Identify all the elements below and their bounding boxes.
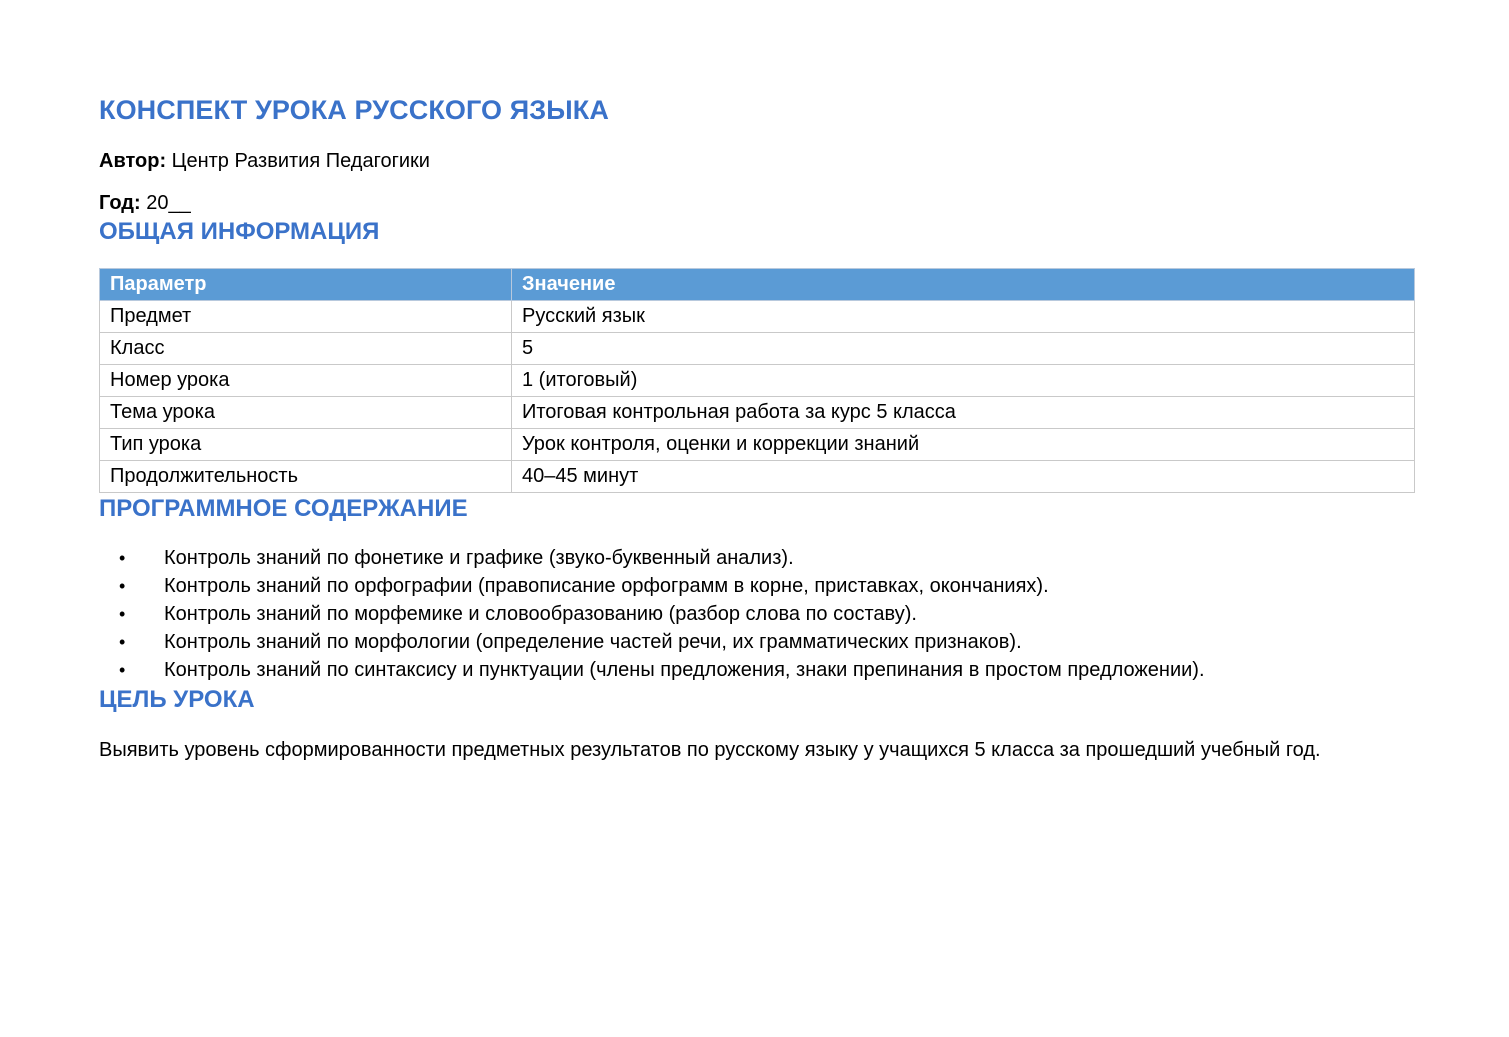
- table-cell-parameter: Предмет: [100, 301, 512, 333]
- year-line: [99, 190, 1415, 216]
- table-row: [100, 365, 1415, 397]
- general-info-table: [99, 268, 1415, 493]
- list-item: [99, 656, 1415, 684]
- table-cell-parameter: Класс: [100, 333, 512, 365]
- year-label: Год:: [99, 192, 141, 214]
- table-cell-value: 40–45 минут: [512, 461, 1415, 493]
- list-item-text: Контроль знаний по синтаксису и пунктуации (члены предложения, знаки препинания в простом предложении).: [164, 659, 1205, 681]
- list-item: [99, 572, 1415, 600]
- table-cell-parameter: Продолжительность: [100, 461, 512, 493]
- table-cell-value: 1 (итоговый): [512, 365, 1415, 397]
- goal-paragraph: Выявить уровень сформированности предметных результатов по русскому языку у учащихся 5 класса за прошедший учебный год.: [99, 739, 1321, 761]
- column-header-value: Значение: [512, 269, 1415, 301]
- bullet-marker: •: [119, 548, 126, 568]
- table-header-row: [100, 269, 1415, 301]
- document-content: [99, 92, 1415, 763]
- table-row: [100, 429, 1415, 461]
- table-row: [100, 333, 1415, 365]
- table-cell-value: 5: [512, 333, 1415, 365]
- author-line: [99, 148, 1415, 174]
- year-value: 20__: [146, 192, 191, 214]
- list-item-text: Контроль знаний по морфемике и словообразованию (разбор слова по составу).: [164, 603, 917, 625]
- bullet-marker: •: [119, 660, 126, 680]
- document-title: КОНСПЕКТ УРОКА РУССКОГО ЯЗЫКА: [99, 95, 609, 125]
- bullet-marker: •: [119, 604, 126, 624]
- table-cell-value: Урок контроля, оценки и коррекции знаний: [512, 429, 1415, 461]
- list-item: [99, 600, 1415, 628]
- table-cell-value: Итоговая контрольная работа за курс 5 класса: [512, 397, 1415, 429]
- list-item-text: Контроль знаний по фонетике и графике (звуко-буквенный анализ).: [164, 547, 794, 569]
- table-row: [100, 461, 1415, 493]
- section-heading-goal: ЦЕЛЬ УРОКА: [99, 686, 255, 713]
- list-item-text: Контроль знаний по орфографии (правописание орфограмм в корне, приставках, окончаниях).: [164, 575, 1049, 597]
- list-item: [99, 544, 1415, 572]
- list-item: [99, 628, 1415, 656]
- table-cell-parameter: Тема урока: [100, 397, 512, 429]
- table-cell-parameter: Тип урока: [100, 429, 512, 461]
- table-row: [100, 397, 1415, 429]
- program-content-list: [99, 544, 1415, 684]
- bullet-marker: •: [119, 576, 126, 596]
- author-label: Автор:: [99, 150, 167, 172]
- table-cell-parameter: Номер урока: [100, 365, 512, 397]
- section-heading-program: ПРОГРАММНОЕ СОДЕРЖАНИЕ: [99, 495, 468, 522]
- list-item-text: Контроль знаний по морфологии (определение частей речи, их грамматических признаков).: [164, 631, 1022, 653]
- bullet-marker: •: [119, 632, 126, 652]
- table-cell-value: Русский язык: [512, 301, 1415, 333]
- author-value: Центр Развития Педагогики: [171, 150, 430, 172]
- column-header-parameter: Параметр: [100, 269, 512, 301]
- section-heading-general: ОБЩАЯ ИНФОРМАЦИЯ: [99, 218, 380, 245]
- table-row: [100, 301, 1415, 333]
